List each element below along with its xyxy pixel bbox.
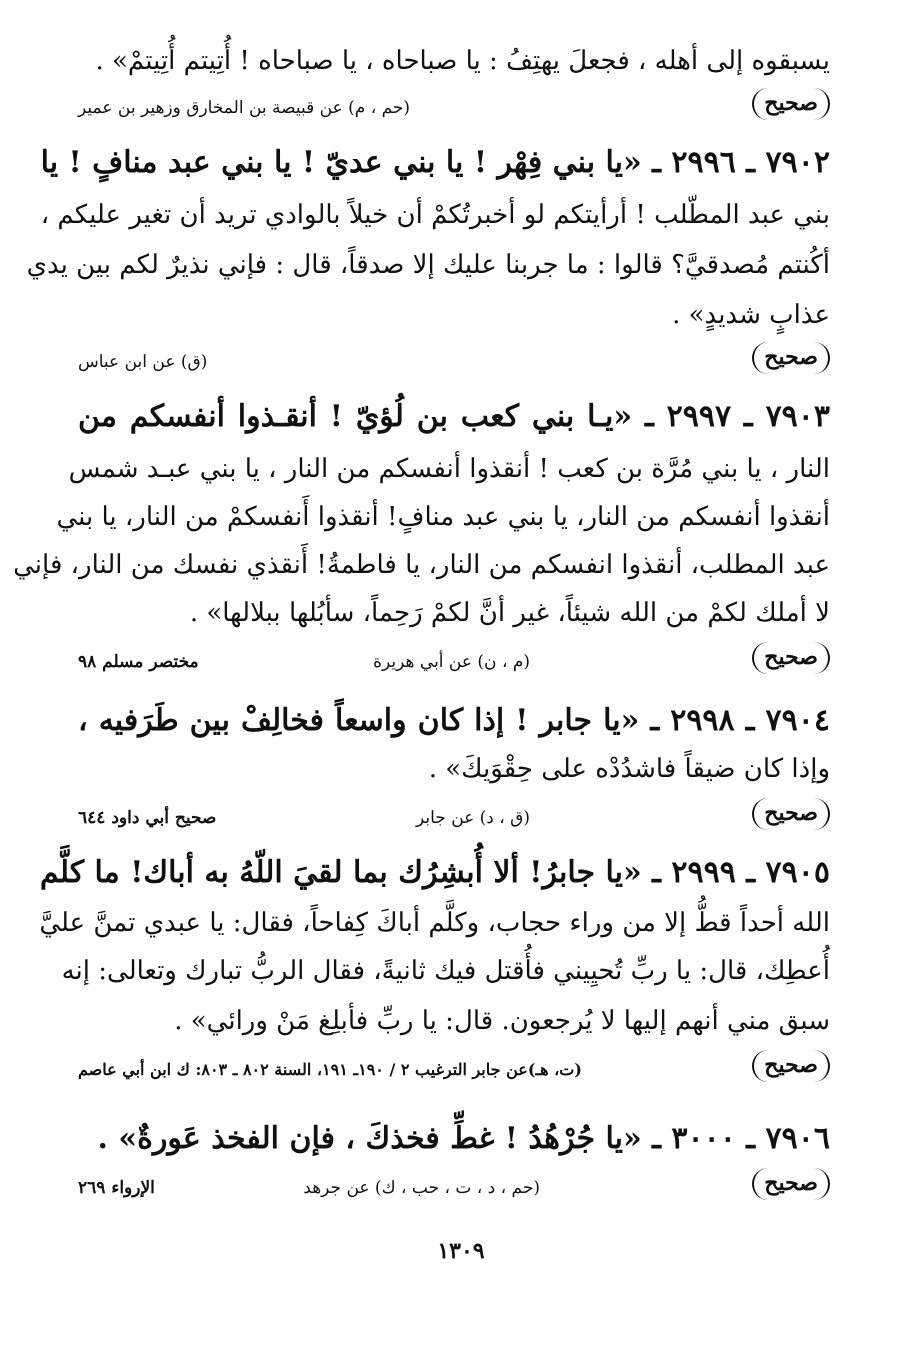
text-line: عذابٍ شديدٍ» . xyxy=(672,300,830,330)
text-line: أنقذوا أنفسكم من النار، يا بني عبد منافٍ! أنقذوا أَنفسكمْ من النار، يا بني xyxy=(56,502,830,532)
text-line: الله أحداً قطُّ إلا من وراء حجاب، وكلَّم أباكَ كِفاحاً، فقال: يا عبدي تمنَّ عليَّ xyxy=(39,908,830,938)
source-line xyxy=(78,642,830,682)
source-line xyxy=(78,798,830,838)
grade-badge: صحيح xyxy=(752,1050,830,1082)
source-line xyxy=(78,1168,830,1208)
source-line xyxy=(78,88,830,128)
text-line: يسبقوه إلى أهله ، فجعلَ يهتِفُ : يا صباحاه ، يا صباحاه ! أُتِيتم أُتِيتمْ» . xyxy=(95,46,830,76)
source-reference: (حم ، د ، ت ، حب ، ك) عن جرهد xyxy=(303,1178,540,1198)
hadith-heading-7902: ٧٩٠٢ ـ ٢٩٩٦ ـ «يا بني فِهْر ! يا بني عديّ ! يا بني عبد منافٍ ! يا xyxy=(40,145,830,180)
text-line: عبد المطلب، أنقذوا انفسكم من النار، يا فاطمةُ! أَنقذي نفسك من النار، فإني xyxy=(13,550,830,580)
source-reference: (م ، ن) عن أبي هريرة xyxy=(373,652,530,672)
grade-badge: صحيح xyxy=(752,342,830,374)
grade-badge: صحيح xyxy=(752,798,830,830)
hadith-heading-7906: ٧٩٠٦ ـ ٣٠٠٠ ـ «يا جُرْهُدُ ! غطِّ فخذكَ ، فإن الفخذ عَورةٌ» . xyxy=(97,1121,830,1156)
hadith-heading-7905: ٧٩٠٥ ـ ٢٩٩٩ ـ «يا جابرُ! ألا أُبشِرُك بما لقيَ اللّهُ به أباك! ما كلَّم xyxy=(39,855,830,890)
page-number: ١٣٠٩ xyxy=(437,1238,485,1264)
hadith-heading-7904: ٧٩٠٤ ـ ٢٩٩٨ ـ «يا جابر ! إذا كان واسعاً فخالِفْ بين طَرَفيه ، xyxy=(78,703,830,738)
source-reference: (ق) عن ابن عباس xyxy=(78,352,208,372)
grade-badge: صحيح xyxy=(752,1168,830,1200)
source-reference: (ت، هـ)عن جابر الترغيب ٢ / ١٩٠ـ ١٩١، السنة ٨٠٢ ـ ٨٠٣: ك ابن أبي عاصم xyxy=(78,1060,582,1079)
text-line: أُعطِك، قال: يا ربِّ تُحيِيني فأُقتل فيك ثانيةً، فقال الربُّ تبارك وتعالى: إنه xyxy=(61,956,830,986)
text-line: أكُنتم مُصدقيَّ؟ قالوا : ما جربنا عليك إلا صدقاً، قال : فإني نذيرٌ لكم بين يدي xyxy=(26,250,830,280)
source-reference: (حم ، م) عن قبيصة بن المخارق وزهير بن عمير xyxy=(78,98,411,118)
cross-reference: صحيح أبي داود ٦٤٤ xyxy=(78,808,217,828)
source-line xyxy=(78,342,830,382)
grade-badge: صحيح xyxy=(752,642,830,674)
source-line xyxy=(78,1050,830,1090)
text-line: لا أملك لكمْ من الله شيئاً، غير أنَّ لكمْ رَحِماً، سأبُلها ببلالها» . xyxy=(189,598,830,628)
source-reference: (ق ، د) عن جابر xyxy=(415,808,530,828)
text-line: وإذا كان ضيقاً فاشدُدْه على حِقْوَيكَ» . xyxy=(428,754,830,784)
text-line: سبق مني أنهم إليها لا يُرجعون. قال: يا ربِّ فأبلِغ مَنْ ورائي» . xyxy=(174,1006,830,1036)
text-line: النار ، يا بني مُرَّة بن كعب ! أنقذوا أنفسكم من النار ، يا بني عبـد شمس xyxy=(68,454,830,484)
text-line: بني عبد المطّلب ! أرأيتكم لو أخبرتُكمْ أن خيلاً بالوادي تريد أن تغير عليكم ، xyxy=(40,200,830,230)
cross-reference: الإرواء ٢٦٩ xyxy=(78,1178,155,1198)
cross-reference: مختصر مسلم ٩٨ xyxy=(78,652,199,672)
hadith-heading-7903: ٧٩٠٣ ـ ٢٩٩٧ ـ «يـا بني كعب بن لُؤيّ ! أنقـذوا أنفسكم من xyxy=(78,399,831,434)
grade-badge: صحيح xyxy=(752,88,830,120)
